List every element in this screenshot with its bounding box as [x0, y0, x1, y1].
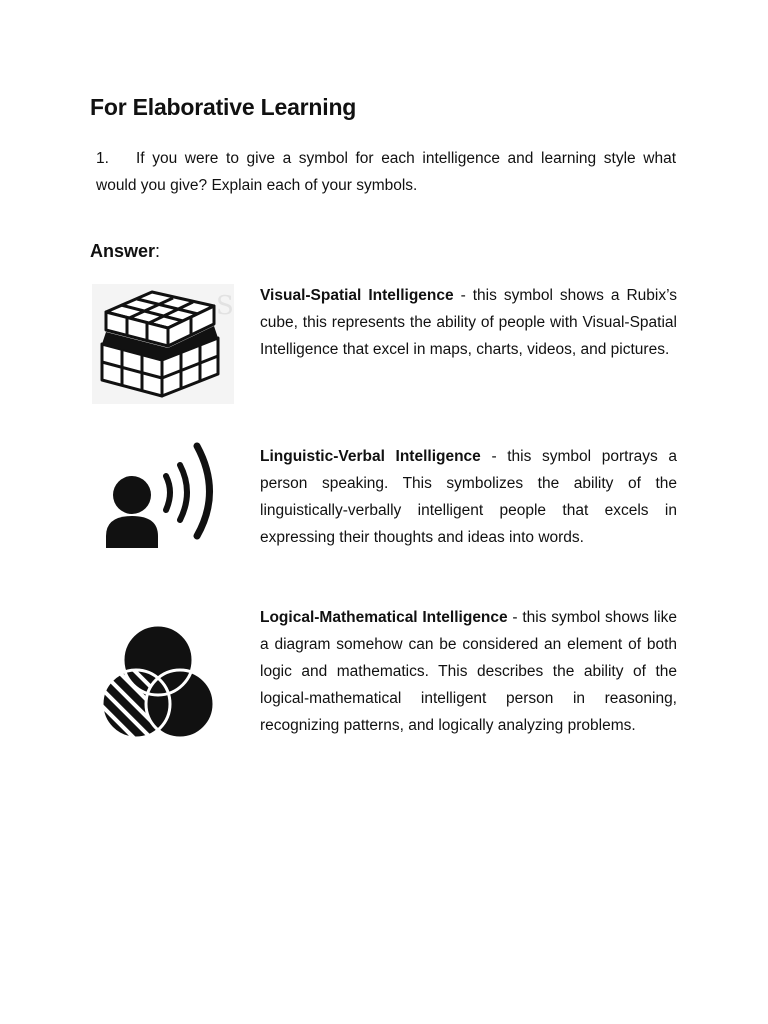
entry-term: Logical-Mathematical Intelligence: [260, 609, 508, 626]
answer-heading: [90, 241, 160, 262]
entry-term: Visual-Spatial Intelligence: [260, 287, 454, 304]
svg-text:S: S: [216, 291, 234, 321]
entry-linguistic-verbal: [260, 443, 677, 551]
question-number: 1.: [96, 150, 109, 167]
entry-visual-spatial: [260, 282, 677, 363]
venn-diagram-icon: [100, 622, 216, 744]
answer-label: Answer: [90, 241, 156, 261]
entry-description: - this symbol portrays a person speaking. This symbolizes the ability of the linguistically-verbally intelligent people that excels in expressing their thoughts and ideas into words.: [260, 448, 678, 546]
answer-colon: :: [155, 241, 161, 261]
question-1: [96, 145, 676, 199]
person-speaking-icon: [104, 440, 220, 552]
entry-description: - this symbol shows a Rubix’s cube, this represents the ability of people with Visual-Spatial Intelligence that excel in maps, charts, videos, and pictures.: [260, 287, 677, 358]
entry-description: - this symbol shows like a diagram somehow can be considered an element of both logic and mathematics. This describes the ability of the logical-mathematical intelligent person in reasoning, recognizing patterns, and logically analyzing problems.: [260, 609, 677, 734]
rubiks-cube-icon: [92, 284, 234, 404]
entry-logical-mathematical: [260, 604, 677, 739]
page-title: For Elaborative Learning: [90, 94, 357, 120]
question-text: If you were to give a symbol for each intelligence and learning style what would you give? Explain each of your symbols.: [96, 150, 676, 194]
entry-term: Linguistic-Verbal Intelligence: [260, 448, 481, 465]
